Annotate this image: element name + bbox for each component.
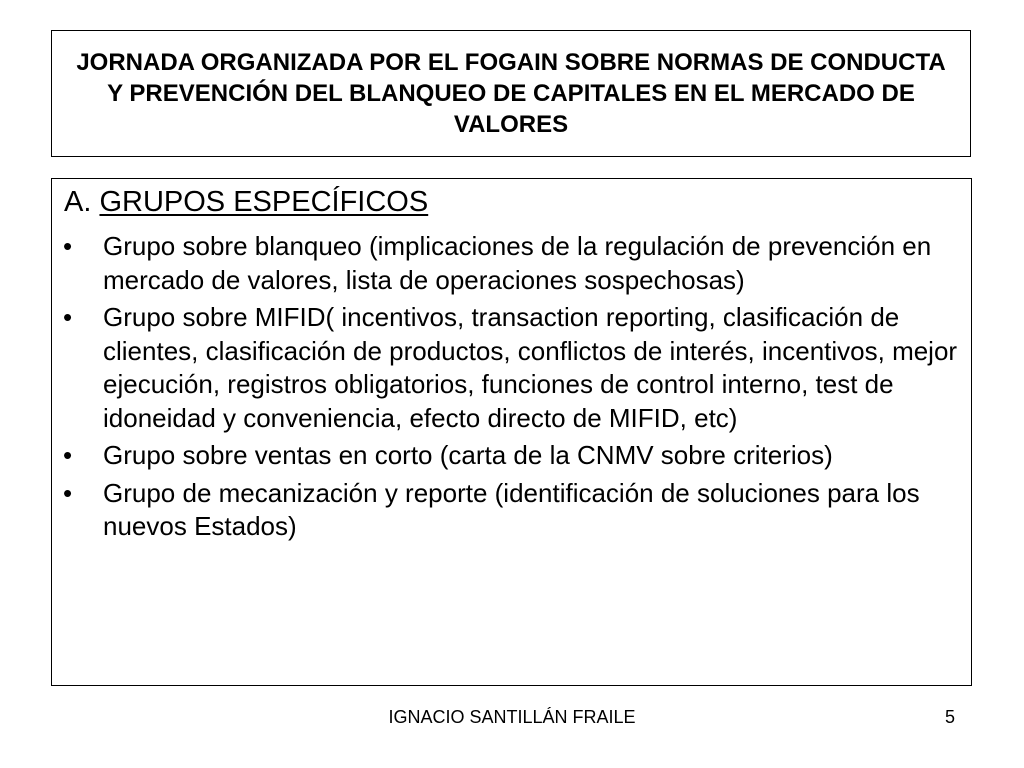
bullet-text: Grupo sobre MIFID( incentivos, transaction reporting, clasificación de clientes, clasificación de productos, conflictos de interés, incentivos, mejor ejecución, registros obligatorios, funciones de control interno, test de idoneidad y conveniencia, efecto directo de MIFID, etc) [103, 302, 958, 433]
slide-title-box [51, 30, 971, 157]
bullet-icon: • [63, 231, 73, 261]
slide-content-box [51, 178, 972, 686]
bullet-icon: • [63, 440, 73, 470]
bullet-item-ventas-en-corto [63, 439, 963, 473]
bullet-text: Grupo sobre ventas en corto (carta de la CNMV sobre criterios) [103, 440, 833, 470]
section-heading [64, 185, 428, 219]
bullet-item-mecanizacion [63, 477, 963, 544]
bullet-icon: • [63, 477, 73, 508]
section-title: GRUPOS ESPECÍFICOS [99, 186, 429, 218]
bullet-item-mifid [63, 301, 963, 435]
bullet-icon: • [63, 302, 73, 332]
section-prefix: A. [64, 186, 100, 218]
bullet-item-blanqueo [63, 230, 963, 297]
bullet-text: Grupo de mecanización y reporte (identificación de soluciones para los nuevos Estados) [103, 477, 920, 541]
page-number: 5 [945, 707, 956, 727]
slide-title: JORNADA ORGANIZADA POR EL FOGAIN SOBRE NORMAS DE CONDUCTA Y PREVENCIÓN DEL BLANQUEO DE CAPITALES EN EL MERCADO DE VALORES [76, 49, 946, 138]
bullet-text: Grupo sobre blanqueo (implicaciones de la regulación de prevención en mercado de valores, lista de operaciones sospechosas) [103, 231, 932, 295]
bullet-list [63, 230, 963, 548]
footer-author: IGNACIO SANTILLÁN FRAILE [388, 707, 636, 727]
